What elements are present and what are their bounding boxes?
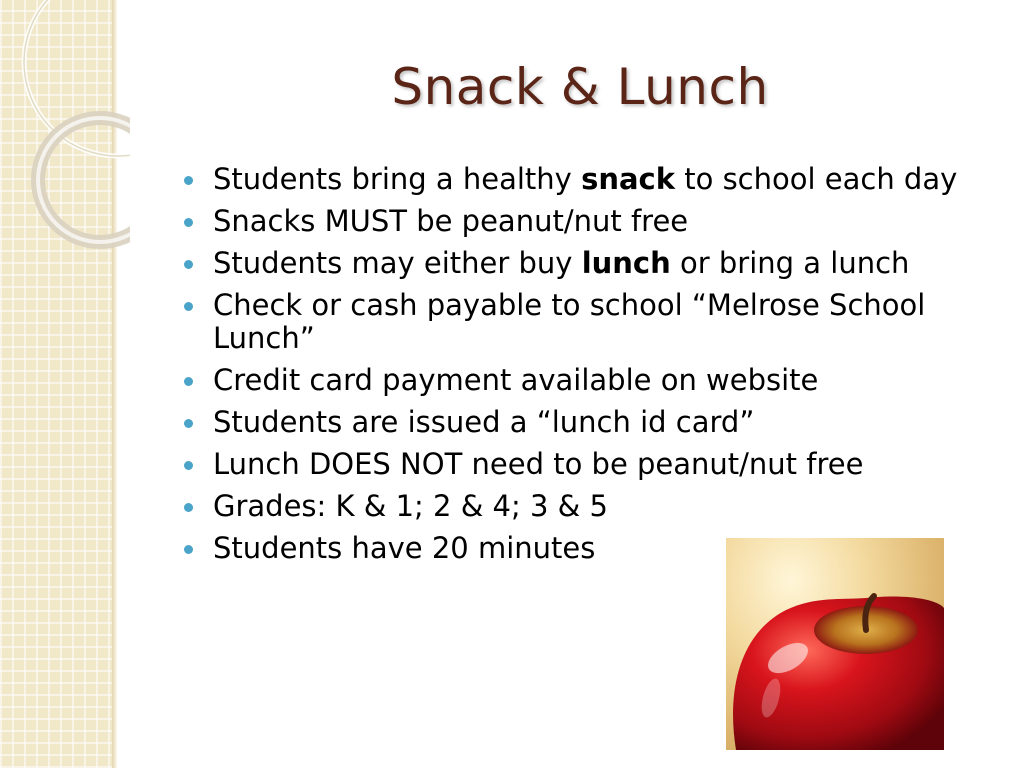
bullet-item [182,247,1002,280]
bullet-text: Lunch DOES NOT need to be peanut/nut free [213,447,864,481]
bullet-dot-icon [184,260,193,269]
decorative-ring-small [38,118,130,242]
decorative-ring-large [24,0,130,156]
bullet-emphasis: lunch [581,246,671,280]
bullet-text: or bring a lunch [670,246,910,280]
bullet-dot-icon [184,503,193,512]
bullet-item [182,364,1002,397]
bullet-text: to school each day [675,162,958,196]
bullet-text: Students have 20 minutes [213,531,596,565]
bullet-text: Check or cash payable to school “Melrose School Lunch” [213,288,926,355]
bullet-emphasis: snack [581,162,676,196]
bullet-text: Students may either buy [213,246,582,280]
bullet-item [182,205,1002,238]
bullet-dot-icon [184,419,193,428]
bullet-item [182,406,1002,439]
bullet-dot-icon [184,176,193,185]
bullet-list [182,163,1002,574]
bullet-dot-icon [184,377,193,386]
bullet-text: Students are issued a “lunch id card” [213,405,755,439]
bullet-item [182,448,1002,481]
bullet-item [182,163,1002,196]
bullet-item [182,289,1002,355]
bullet-text: Credit card payment available on website [213,363,819,397]
decorative-rings [0,0,130,260]
apple-photo [726,538,944,750]
bullet-dot-icon [184,218,193,227]
slide-title: Snack & Lunch [391,58,769,116]
bullet-item [182,490,1002,523]
bullet-text: Snacks MUST be peanut/nut free [213,204,689,238]
decorative-ring-large-outline [24,0,130,156]
apple-icon [726,538,944,750]
bullet-text: Students bring a healthy [213,162,582,196]
bullet-dot-icon [184,302,193,311]
bullet-dot-icon [184,545,193,554]
bullet-text: Grades: K & 1; 2 & 4; 3 & 5 [213,489,608,523]
bullet-dot-icon [184,461,193,470]
